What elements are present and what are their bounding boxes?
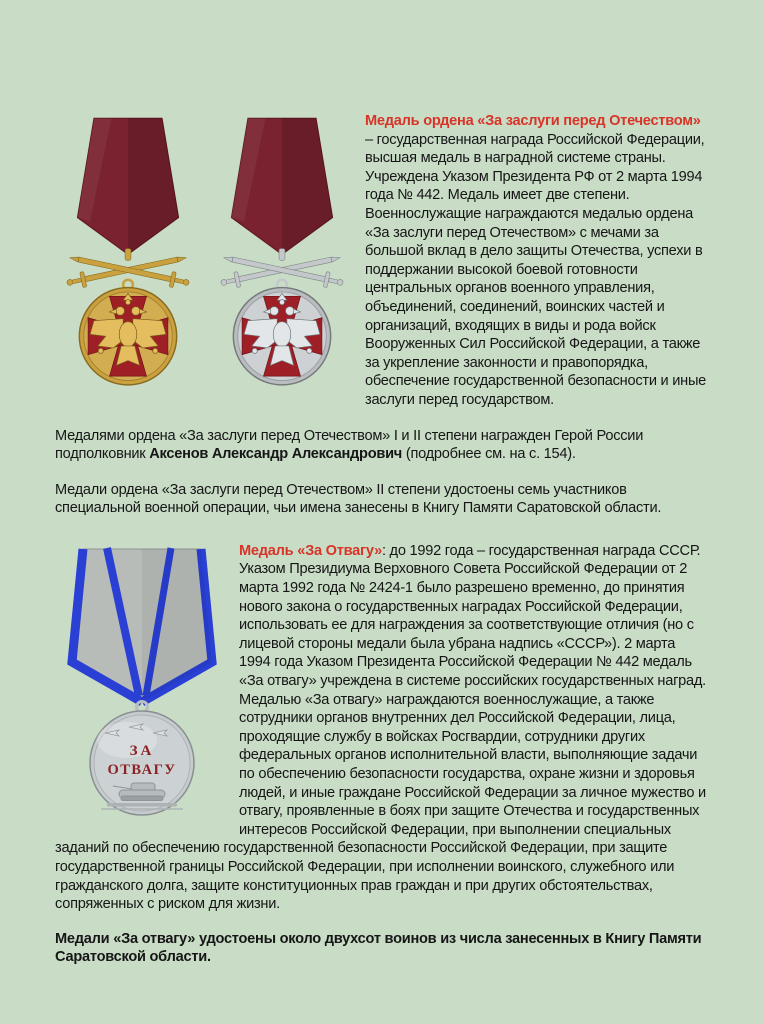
- silver-medal-order-merit-icon: [209, 112, 355, 395]
- medal-face-text-line1: ЗА: [129, 742, 155, 759]
- paragraph-footer-bold: Медали «За отвагу» удостоены около двухсот воинов из числа занесенных в Книгу Памяти Саратовской области.: [55, 930, 702, 966]
- awarded-first-name: Аксенов Александр Александрович: [149, 446, 403, 463]
- awarded-first-lead: Медалями ордена «За заслуги перед Отечеством» I и II степени награжден Герой России подполковник: [55, 427, 644, 463]
- medal-za-otvagu-image: [55, 544, 230, 819]
- section-medal-order-merit: [55, 112, 707, 410]
- section1-heading: Медаль ордена «За заслуги перед Отечеством»: [365, 113, 701, 129]
- awarded-first-tail: (подробнее см. на с. 154).: [402, 446, 576, 463]
- medal-face-text-line2: ОТВАГУ: [107, 761, 177, 778]
- section2-body2: Медалью «За отвагу» награждаются военнослужащие, а также сотрудники органов внутренних дел Российской Федерации, лица, проходящие службу в войсках Росгвардии, сотрудники других федеральных органов исполнительной власти, выполняющие задачи по обеспечению безопасности государства, охране жизни и здоровья людей, и иные граждане Российской Федерации за личное мужество и отвагу, проявленные в боях при защите Отечества и государственных интересов Российской Федерации, при выполнении специальных заданий по обеспечению государственной безопасности Российской Федерации, при защите государственной границы Российской Федерации, при исполнении воинского, служебного или гражданского долга, защите конституционных прав граждан и при других обстоятельствах, сопряженных с риском для жизни.: [55, 691, 706, 913]
- medal-images-pair: [55, 112, 355, 395]
- paragraph-awarded-second: Медали ордена «За заслуги перед Отечеством» II степени удостоены семь участников специальной военной операции, чьи имена занесены в Книгу Памяти Саратовской области.: [55, 481, 662, 517]
- gold-medal-order-merit-icon: [55, 112, 201, 395]
- section1-body: – государственная награда Российской Федерации, высшая медаль в наградной системе страны. Учреждена Указом Президента РФ от 2 марта 1994 года № 442. Медаль имеет две степени. Военнослужащие награждаются медалью ордена «За заслуги перед Отечеством» с мечами за большой вклад в дело защиты Отечества, успехи в поддержании высокой боевой готовности центральных органов военного управления, объединений, соединений, воинских частей и организаций, входящих в виды и рода войск Вооруженных Сил Российской Федерации, а также за укрепление законности и правопорядка, обеспечение государственной безопасности и иные заслуги перед государством.: [365, 131, 707, 408]
- section2-heading: Медаль «За Отвагу»: [239, 542, 382, 559]
- section2-body1: : до 1992 года – государственная награда СССР. Указом Президиума Верховного Совета Российской Федерации от 2 марта 1992 года № 2424-1 было разрешено временно, до принятия нового закона о государственных наградах Российской Федерации, использовать ее для награждения за соответствующие отличия (но с лицевой стороны медали была убрана надпись «СССР»). 2 марта 1994 года Указом Президента Российской Федерации № 442 медаль «За отвагу» учреждена в системе российских государственных наград.: [239, 542, 706, 690]
- medal-for-courage-icon: [55, 544, 230, 819]
- paragraph-awarded-first: [55, 427, 707, 464]
- section-medal-za-otvagu: [55, 542, 707, 914]
